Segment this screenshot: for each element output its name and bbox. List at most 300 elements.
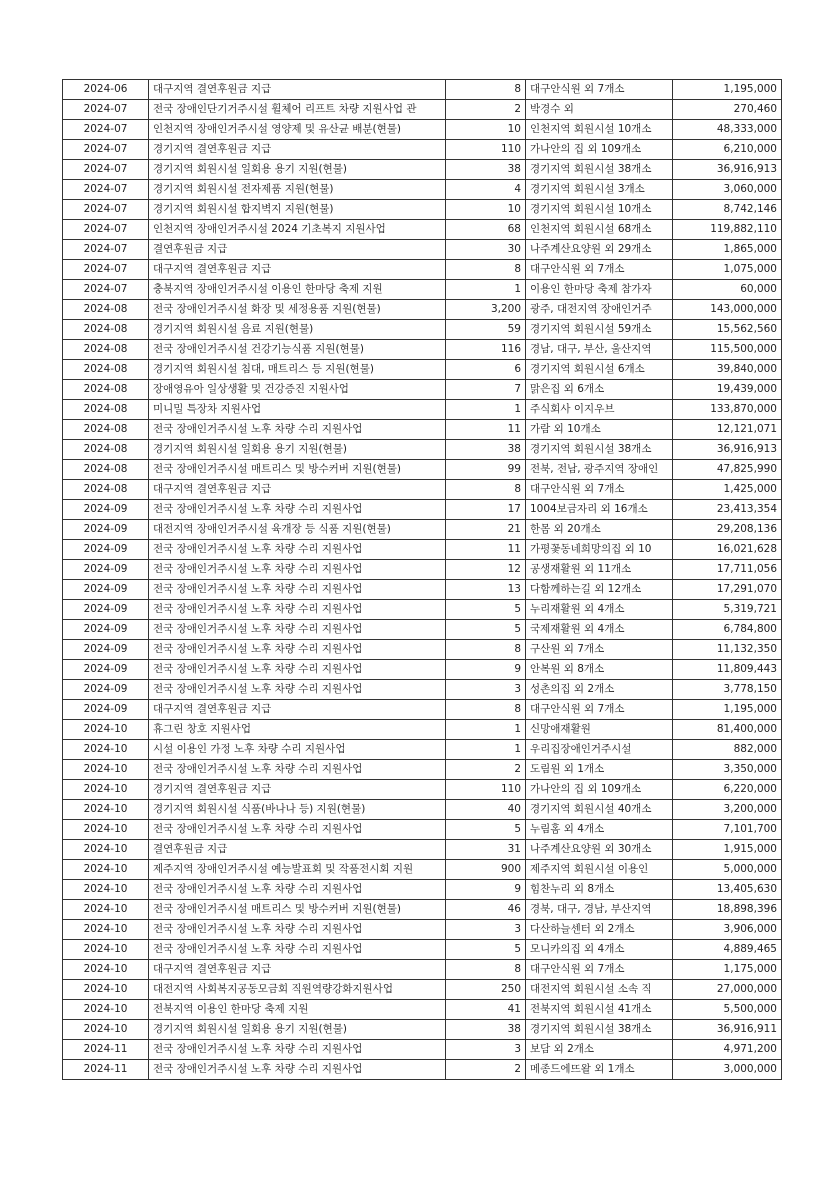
table-row	[63, 520, 782, 540]
count-cell: 1	[446, 740, 526, 760]
description-cell: 전국 장애인거주시설 노후 차량 수리 지원사업	[149, 620, 446, 640]
description-cell: 경기지역 회원시설 식품(바나나 등) 지원(현물)	[149, 800, 446, 820]
recipient-cell: 다함께하는길 외 12개소	[526, 580, 673, 600]
description-cell: 경기지역 회원시설 일회용 용기 지원(현물)	[149, 440, 446, 460]
month-cell: 2024-10	[63, 800, 149, 820]
amount-cell: 6,210,000	[673, 140, 782, 160]
table-row	[63, 480, 782, 500]
recipient-cell: 인천지역 회원시설 10개소	[526, 120, 673, 140]
description-cell: 인천지역 장애인거주시설 2024 기초복지 지원사업	[149, 220, 446, 240]
count-cell: 1	[446, 280, 526, 300]
table-row	[63, 320, 782, 340]
description-cell: 전국 장애인거주시설 노후 차량 수리 지원사업	[149, 540, 446, 560]
count-cell: 3	[446, 1040, 526, 1060]
recipient-cell: 경기지역 회원시설 40개소	[526, 800, 673, 820]
amount-cell: 4,889,465	[673, 940, 782, 960]
month-cell: 2024-09	[63, 660, 149, 680]
month-cell: 2024-07	[63, 240, 149, 260]
count-cell: 8	[446, 80, 526, 100]
table-row	[63, 980, 782, 1000]
table-row	[63, 120, 782, 140]
amount-cell: 15,562,560	[673, 320, 782, 340]
count-cell: 38	[446, 1020, 526, 1040]
description-cell: 미니밀 특장차 지원사업	[149, 400, 446, 420]
description-cell: 전국 장애인거주시설 노후 차량 수리 지원사업	[149, 1060, 446, 1080]
recipient-cell: 경기지역 회원시설 38개소	[526, 1020, 673, 1040]
count-cell: 21	[446, 520, 526, 540]
month-cell: 2024-08	[63, 440, 149, 460]
count-cell: 11	[446, 540, 526, 560]
table-row	[63, 560, 782, 580]
table-row	[63, 1060, 782, 1080]
count-cell: 5	[446, 820, 526, 840]
description-cell: 경기지역 결연후원금 지급	[149, 140, 446, 160]
count-cell: 8	[446, 960, 526, 980]
recipient-cell: 전북지역 회원시설 41개소	[526, 1000, 673, 1020]
count-cell: 8	[446, 700, 526, 720]
table-row	[63, 840, 782, 860]
recipient-cell: 가람 외 10개소	[526, 420, 673, 440]
recipient-cell: 대구안식원 외 7개소	[526, 80, 673, 100]
table-row	[63, 1020, 782, 1040]
count-cell: 110	[446, 140, 526, 160]
amount-cell: 3,906,000	[673, 920, 782, 940]
month-cell: 2024-08	[63, 380, 149, 400]
description-cell: 전국 장애인거주시설 노후 차량 수리 지원사업	[149, 760, 446, 780]
amount-cell: 6,220,000	[673, 780, 782, 800]
amount-cell: 11,132,350	[673, 640, 782, 660]
count-cell: 99	[446, 460, 526, 480]
amount-cell: 17,291,070	[673, 580, 782, 600]
recipient-cell: 나주계산요양원 외 30개소	[526, 840, 673, 860]
month-cell: 2024-10	[63, 940, 149, 960]
recipient-cell: 경기지역 회원시설 38개소	[526, 160, 673, 180]
amount-cell: 3,350,000	[673, 760, 782, 780]
description-cell: 경기지역 회원시설 전자제품 지원(현물)	[149, 180, 446, 200]
description-cell: 경기지역 회원시설 일회용 용기 지원(현물)	[149, 1020, 446, 1040]
month-cell: 2024-11	[63, 1040, 149, 1060]
month-cell: 2024-10	[63, 980, 149, 1000]
table-row	[63, 440, 782, 460]
recipient-cell: 이용인 한마당 축제 참가자	[526, 280, 673, 300]
month-cell: 2024-08	[63, 420, 149, 440]
month-cell: 2024-10	[63, 760, 149, 780]
count-cell: 1	[446, 400, 526, 420]
amount-cell: 5,500,000	[673, 1000, 782, 1020]
table-row	[63, 700, 782, 720]
recipient-cell: 가나안의 집 외 109개소	[526, 140, 673, 160]
recipient-cell: 1004보금자리 외 16개소	[526, 500, 673, 520]
amount-cell: 115,500,000	[673, 340, 782, 360]
table-row	[63, 960, 782, 980]
month-cell: 2024-07	[63, 100, 149, 120]
count-cell: 13	[446, 580, 526, 600]
description-cell: 전국 장애인거주시설 노후 차량 수리 지원사업	[149, 940, 446, 960]
description-cell: 전국 장애인거주시설 노후 차량 수리 지원사업	[149, 580, 446, 600]
table-row	[63, 800, 782, 820]
amount-cell: 60,000	[673, 280, 782, 300]
amount-cell: 18,898,396	[673, 900, 782, 920]
count-cell: 41	[446, 1000, 526, 1020]
amount-cell: 8,742,146	[673, 200, 782, 220]
recipient-cell: 경기지역 회원시설 59개소	[526, 320, 673, 340]
month-cell: 2024-07	[63, 120, 149, 140]
table-row	[63, 1040, 782, 1060]
table-row	[63, 620, 782, 640]
recipient-cell: 도림원 외 1개소	[526, 760, 673, 780]
count-cell: 59	[446, 320, 526, 340]
table-row	[63, 660, 782, 680]
month-cell: 2024-10	[63, 820, 149, 840]
recipient-cell: 누림홈 외 4개소	[526, 820, 673, 840]
description-cell: 전국 장애인거주시설 노후 차량 수리 지원사업	[149, 1040, 446, 1060]
description-cell: 경기지역 회원시설 침대, 매트리스 등 지원(현물)	[149, 360, 446, 380]
description-cell: 대구지역 결연후원금 지급	[149, 700, 446, 720]
table-row	[63, 920, 782, 940]
month-cell: 2024-09	[63, 500, 149, 520]
description-cell: 전국 장애인거주시설 노후 차량 수리 지원사업	[149, 500, 446, 520]
description-cell: 전국 장애인거주시설 노후 차량 수리 지원사업	[149, 880, 446, 900]
count-cell: 9	[446, 880, 526, 900]
recipient-cell: 경기지역 회원시설 6개소	[526, 360, 673, 380]
recipient-cell: 대구안식원 외 7개소	[526, 480, 673, 500]
description-cell: 대구지역 결연후원금 지급	[149, 260, 446, 280]
month-cell: 2024-10	[63, 920, 149, 940]
recipient-cell: 대구안식원 외 7개소	[526, 960, 673, 980]
table-row	[63, 300, 782, 320]
description-cell: 전국 장애인거주시설 화장 및 세정용품 지원(현물)	[149, 300, 446, 320]
count-cell: 3	[446, 920, 526, 940]
count-cell: 1	[446, 720, 526, 740]
description-cell: 전국 장애인거주시설 건강기능식품 지원(현물)	[149, 340, 446, 360]
table-row	[63, 720, 782, 740]
amount-cell: 48,333,000	[673, 120, 782, 140]
table-row	[63, 540, 782, 560]
amount-cell: 4,971,200	[673, 1040, 782, 1060]
month-cell: 2024-10	[63, 740, 149, 760]
recipient-cell: 나주계산요양원 외 29개소	[526, 240, 673, 260]
count-cell: 2	[446, 100, 526, 120]
recipient-cell: 경북, 대구, 경남, 부산지역	[526, 900, 673, 920]
month-cell: 2024-10	[63, 960, 149, 980]
description-cell: 경기지역 결연후원금 지급	[149, 780, 446, 800]
amount-cell: 19,439,000	[673, 380, 782, 400]
recipient-cell: 전북, 전남, 광주지역 장애인	[526, 460, 673, 480]
count-cell: 30	[446, 240, 526, 260]
month-cell: 2024-09	[63, 580, 149, 600]
description-cell: 전국 장애인거주시설 매트리스 및 방수커버 지원(현물)	[149, 900, 446, 920]
recipient-cell: 가나안의 집 외 109개소	[526, 780, 673, 800]
amount-cell: 81,400,000	[673, 720, 782, 740]
month-cell: 2024-07	[63, 160, 149, 180]
recipient-cell: 누리재활원 외 4개소	[526, 600, 673, 620]
description-cell: 전국 장애인거주시설 노후 차량 수리 지원사업	[149, 640, 446, 660]
month-cell: 2024-07	[63, 280, 149, 300]
count-cell: 7	[446, 380, 526, 400]
recipient-cell: 대전지역 회원시설 소속 직	[526, 980, 673, 1000]
recipient-cell: 국제재활원 외 4개소	[526, 620, 673, 640]
count-cell: 8	[446, 480, 526, 500]
count-cell: 11	[446, 420, 526, 440]
table-row	[63, 340, 782, 360]
recipient-cell: 대구안식원 외 7개소	[526, 260, 673, 280]
count-cell: 3	[446, 680, 526, 700]
table-row	[63, 240, 782, 260]
recipient-cell: 경기지역 회원시설 10개소	[526, 200, 673, 220]
description-cell: 결연후원금 지급	[149, 840, 446, 860]
amount-cell: 270,460	[673, 100, 782, 120]
amount-cell: 1,425,000	[673, 480, 782, 500]
recipient-cell: 다산하늘센터 외 2개소	[526, 920, 673, 940]
amount-cell: 143,000,000	[673, 300, 782, 320]
amount-cell: 3,000,000	[673, 1060, 782, 1080]
recipient-cell: 메종드에뜨왈 외 1개소	[526, 1060, 673, 1080]
recipient-cell: 제주지역 회원시설 이용인	[526, 860, 673, 880]
description-cell: 전국 장애인단기거주시설 휠체어 리프트 차량 지원사업 관	[149, 100, 446, 120]
amount-cell: 5,000,000	[673, 860, 782, 880]
recipient-cell: 안복원 외 8개소	[526, 660, 673, 680]
recipient-cell: 경기지역 회원시설 38개소	[526, 440, 673, 460]
description-cell: 대구지역 결연후원금 지급	[149, 960, 446, 980]
amount-cell: 39,840,000	[673, 360, 782, 380]
count-cell: 4	[446, 180, 526, 200]
month-cell: 2024-09	[63, 520, 149, 540]
table-row	[63, 860, 782, 880]
month-cell: 2024-10	[63, 840, 149, 860]
table-row	[63, 420, 782, 440]
count-cell: 2	[446, 1060, 526, 1080]
month-cell: 2024-07	[63, 200, 149, 220]
amount-cell: 133,870,000	[673, 400, 782, 420]
month-cell: 2024-09	[63, 600, 149, 620]
amount-cell: 17,711,056	[673, 560, 782, 580]
description-cell: 결연후원금 지급	[149, 240, 446, 260]
month-cell: 2024-07	[63, 260, 149, 280]
amount-cell: 3,060,000	[673, 180, 782, 200]
month-cell: 2024-10	[63, 900, 149, 920]
description-cell: 충북지역 장애인거주시설 이용인 한마당 축제 지원	[149, 280, 446, 300]
month-cell: 2024-10	[63, 880, 149, 900]
count-cell: 900	[446, 860, 526, 880]
description-cell: 경기지역 회원시설 합지벽지 지원(현물)	[149, 200, 446, 220]
recipient-cell: 한몸 외 20개소	[526, 520, 673, 540]
donation-ledger-table	[62, 79, 782, 1080]
table-row	[63, 680, 782, 700]
count-cell: 10	[446, 200, 526, 220]
recipient-cell: 인천지역 회원시설 68개소	[526, 220, 673, 240]
amount-cell: 119,882,110	[673, 220, 782, 240]
amount-cell: 7,101,700	[673, 820, 782, 840]
description-cell: 전국 장애인거주시설 노후 차량 수리 지원사업	[149, 680, 446, 700]
month-cell: 2024-08	[63, 360, 149, 380]
month-cell: 2024-08	[63, 480, 149, 500]
recipient-cell: 가평꽃동네희망의집 외 10	[526, 540, 673, 560]
month-cell: 2024-06	[63, 80, 149, 100]
description-cell: 전국 장애인거주시설 매트리스 및 방수커버 지원(현물)	[149, 460, 446, 480]
description-cell: 대전지역 사회복지공동모금회 직원역량강화지원사업	[149, 980, 446, 1000]
amount-cell: 23,413,354	[673, 500, 782, 520]
table-row	[63, 600, 782, 620]
count-cell: 5	[446, 940, 526, 960]
description-cell: 전국 장애인거주시설 노후 차량 수리 지원사업	[149, 660, 446, 680]
month-cell: 2024-09	[63, 540, 149, 560]
amount-cell: 27,000,000	[673, 980, 782, 1000]
table-row	[63, 100, 782, 120]
recipient-cell: 신망애재활원	[526, 720, 673, 740]
month-cell: 2024-10	[63, 1020, 149, 1040]
description-cell: 전국 장애인거주시설 노후 차량 수리 지원사업	[149, 820, 446, 840]
recipient-cell: 경남, 대구, 부산, 울산지역	[526, 340, 673, 360]
table-row	[63, 400, 782, 420]
amount-cell: 1,175,000	[673, 960, 782, 980]
table-row	[63, 140, 782, 160]
recipient-cell: 대구안식원 외 7개소	[526, 700, 673, 720]
month-cell: 2024-10	[63, 720, 149, 740]
month-cell: 2024-08	[63, 340, 149, 360]
description-cell: 경기지역 회원시설 일회용 용기 지원(현물)	[149, 160, 446, 180]
month-cell: 2024-10	[63, 860, 149, 880]
recipient-cell: 맑은집 외 6개소	[526, 380, 673, 400]
month-cell: 2024-07	[63, 140, 149, 160]
table-row	[63, 220, 782, 240]
recipient-cell: 우리집장애인거주시설	[526, 740, 673, 760]
description-cell: 전국 장애인거주시설 노후 차량 수리 지원사업	[149, 920, 446, 940]
table-row	[63, 200, 782, 220]
count-cell: 110	[446, 780, 526, 800]
count-cell: 116	[446, 340, 526, 360]
amount-cell: 12,121,071	[673, 420, 782, 440]
count-cell: 8	[446, 640, 526, 660]
count-cell: 46	[446, 900, 526, 920]
table-row	[63, 760, 782, 780]
recipient-cell: 힘찬누리 외 8개소	[526, 880, 673, 900]
description-cell: 전국 장애인거주시설 노후 차량 수리 지원사업	[149, 600, 446, 620]
table-row	[63, 640, 782, 660]
amount-cell: 36,916,913	[673, 440, 782, 460]
recipient-cell: 박경수 외	[526, 100, 673, 120]
description-cell: 전국 장애인거주시설 노후 차량 수리 지원사업	[149, 420, 446, 440]
table-row	[63, 360, 782, 380]
description-cell: 경기지역 회원시설 음료 지원(현물)	[149, 320, 446, 340]
count-cell: 40	[446, 800, 526, 820]
amount-cell: 1,915,000	[673, 840, 782, 860]
count-cell: 12	[446, 560, 526, 580]
count-cell: 31	[446, 840, 526, 860]
month-cell: 2024-10	[63, 1000, 149, 1020]
count-cell: 68	[446, 220, 526, 240]
month-cell: 2024-09	[63, 700, 149, 720]
table-row	[63, 780, 782, 800]
month-cell: 2024-07	[63, 220, 149, 240]
recipient-cell: 경기지역 회원시설 3개소	[526, 180, 673, 200]
month-cell: 2024-08	[63, 300, 149, 320]
table-row	[63, 580, 782, 600]
table-row	[63, 380, 782, 400]
amount-cell: 1,195,000	[673, 700, 782, 720]
description-cell: 대전지역 장애인거주시설 육개장 등 식품 지원(현물)	[149, 520, 446, 540]
table-row	[63, 280, 782, 300]
table-row	[63, 880, 782, 900]
count-cell: 10	[446, 120, 526, 140]
recipient-cell: 보담 외 2개소	[526, 1040, 673, 1060]
description-cell: 장애영유아 일상생활 및 건강증진 지원사업	[149, 380, 446, 400]
description-cell: 휴그린 창호 지원사업	[149, 720, 446, 740]
amount-cell: 13,405,630	[673, 880, 782, 900]
description-cell: 대구지역 결연후원금 지급	[149, 80, 446, 100]
amount-cell: 47,825,990	[673, 460, 782, 480]
count-cell: 5	[446, 600, 526, 620]
count-cell: 38	[446, 160, 526, 180]
table-row	[63, 1000, 782, 1020]
amount-cell: 16,021,628	[673, 540, 782, 560]
month-cell: 2024-09	[63, 680, 149, 700]
month-cell: 2024-07	[63, 180, 149, 200]
table-row	[63, 180, 782, 200]
table-row	[63, 940, 782, 960]
count-cell: 9	[446, 660, 526, 680]
month-cell: 2024-09	[63, 620, 149, 640]
recipient-cell: 성촌의집 외 2개소	[526, 680, 673, 700]
month-cell: 2024-08	[63, 460, 149, 480]
recipient-cell: 공생재활원 외 11개소	[526, 560, 673, 580]
description-cell: 제주지역 장애인거주시설 예능발표회 및 작품전시회 지원	[149, 860, 446, 880]
ledger-body	[63, 80, 782, 1080]
amount-cell: 11,809,443	[673, 660, 782, 680]
amount-cell: 36,916,913	[673, 160, 782, 180]
recipient-cell: 주식회사 이지우브	[526, 400, 673, 420]
amount-cell: 1,195,000	[673, 80, 782, 100]
table-row	[63, 820, 782, 840]
amount-cell: 6,784,800	[673, 620, 782, 640]
month-cell: 2024-09	[63, 640, 149, 660]
description-cell: 시설 이용인 가정 노후 차량 수리 지원사업	[149, 740, 446, 760]
count-cell: 3,200	[446, 300, 526, 320]
amount-cell: 29,208,136	[673, 520, 782, 540]
description-cell: 전북지역 이용인 한마당 축제 지원	[149, 1000, 446, 1020]
month-cell: 2024-10	[63, 780, 149, 800]
table-row	[63, 500, 782, 520]
amount-cell: 1,865,000	[673, 240, 782, 260]
recipient-cell: 구산원 외 7개소	[526, 640, 673, 660]
count-cell: 2	[446, 760, 526, 780]
table-row	[63, 160, 782, 180]
description-cell: 인천지역 장애인거주시설 영양제 및 유산균 배분(현물)	[149, 120, 446, 140]
amount-cell: 882,000	[673, 740, 782, 760]
amount-cell: 1,075,000	[673, 260, 782, 280]
count-cell: 8	[446, 260, 526, 280]
count-cell: 17	[446, 500, 526, 520]
recipient-cell: 광주, 대전지역 장애인거주	[526, 300, 673, 320]
table-row	[63, 460, 782, 480]
count-cell: 38	[446, 440, 526, 460]
description-cell: 대구지역 결연후원금 지급	[149, 480, 446, 500]
month-cell: 2024-09	[63, 560, 149, 580]
month-cell: 2024-11	[63, 1060, 149, 1080]
amount-cell: 5,319,721	[673, 600, 782, 620]
amount-cell: 3,200,000	[673, 800, 782, 820]
table-row	[63, 740, 782, 760]
month-cell: 2024-08	[63, 320, 149, 340]
table-row	[63, 900, 782, 920]
table-row	[63, 260, 782, 280]
count-cell: 250	[446, 980, 526, 1000]
count-cell: 6	[446, 360, 526, 380]
table-row	[63, 80, 782, 100]
description-cell: 전국 장애인거주시설 노후 차량 수리 지원사업	[149, 560, 446, 580]
amount-cell: 36,916,911	[673, 1020, 782, 1040]
recipient-cell: 모니카의집 외 4개소	[526, 940, 673, 960]
month-cell: 2024-08	[63, 400, 149, 420]
